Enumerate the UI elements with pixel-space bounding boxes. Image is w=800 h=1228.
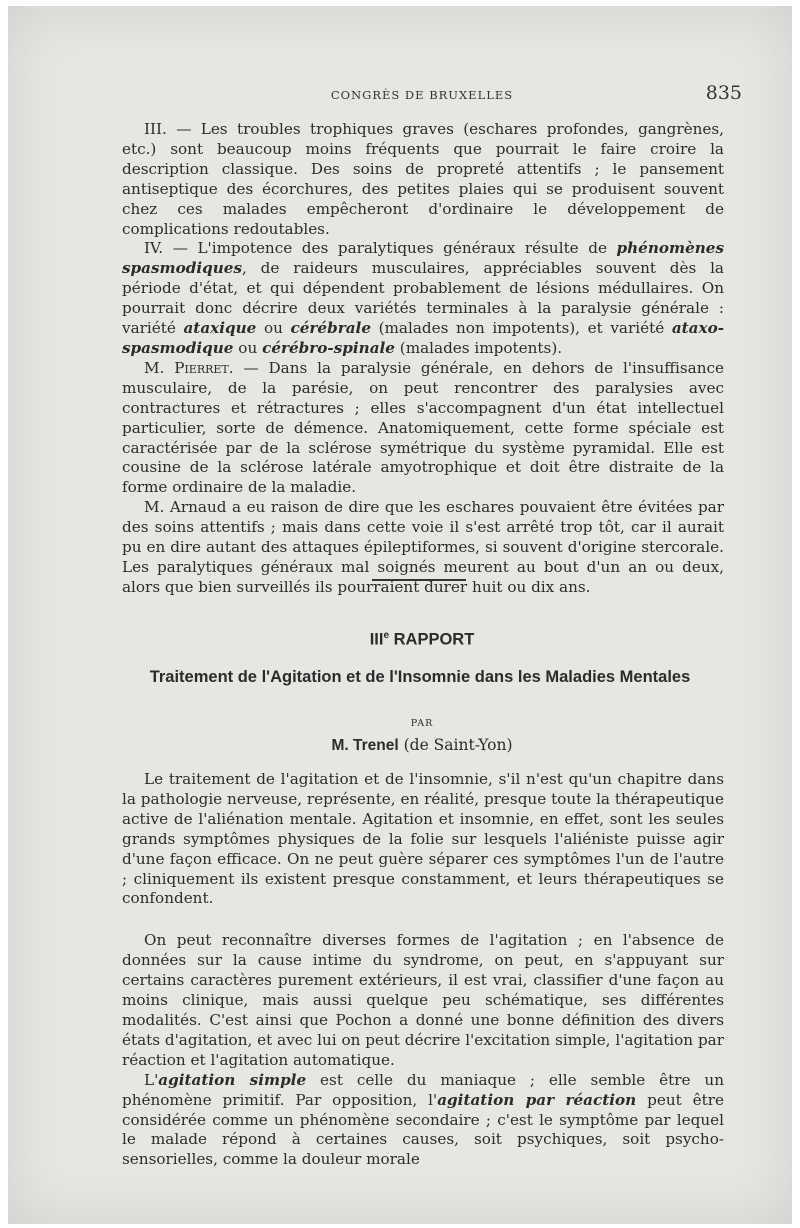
paragraph-iii: III. — Les troubles trophiques graves (eschares profondes, gangrènes, etc.) sont beaucoup moins fréquents que pourrait le faire croire la description classique. Des soins de propreté attentifs ; le pansement antiseptique des écorchures, des petites plaies qui se produisent souvent chez ces malades empêcheront d'ordinaire le développement de complications redoutables.	[122, 120, 724, 238]
text-run: (malades impotents).	[394, 338, 563, 357]
italic-term: cérébrale	[290, 319, 371, 338]
paragraph-iv	[122, 239, 724, 358]
italic-term: ataxique	[183, 319, 257, 338]
text-run: — Dans la paralysie générale, en dehors de l'insuffisance musculaire, de la parésie, on peut rencontrer des paralysies avec contractures et rétractures ; elles s'accompagnent d'un état intellectuel particulier, sorte de démence. Anatomiquement, cette forme spéciale est caractérisée par de la sclérose symétrique du système pyramidal. Elle est cousine de la sclérose latérale amyotrophique et doit être distraite de la forme ordinaire de la maladie.	[122, 358, 724, 497]
author-name: M. Trenel	[331, 737, 399, 754]
page-number: 835	[705, 82, 742, 104]
rapport-word: RAPPORT	[389, 630, 475, 649]
italic-term: agitation simple	[158, 1070, 307, 1089]
author-line	[122, 736, 722, 755]
italic-term: phénomènes spasmodiques	[122, 239, 724, 278]
text-run: peut être considérée comme un phénomène secondaire ; c'est le symptôme par lequel le malade répond à certaines causes, soit psychiques, soit psycho-sensorielles, comme la douleur morale	[122, 1090, 724, 1169]
italic-term: agitation par réaction	[437, 1090, 637, 1109]
paragraph-pierret	[122, 359, 724, 498]
text-run: (malades non impotents), et variété	[370, 319, 672, 338]
paragraph-simple	[122, 1071, 724, 1171]
text-run: IV. — L'impotence des paralytiques généraux résulte de	[144, 239, 617, 258]
running-head	[122, 82, 742, 112]
text-run: ou	[233, 338, 263, 357]
italic-term: ataxo-spasmodique	[122, 319, 724, 357]
paragraph-arnaud: M. Arnaud a eu raison de dire que les eschares pouvaient être évitées par des soins attentifs ; mais dans cette voie il s'est arrêté trop tôt, car il aurait pu en dire autant des attaques épileptiformes, si souvent d'origine stercorale. Les paralytiques généraux mal soignés meurent au bout d'un an ou deux, alors que bien surveillés ils pourraient durer huit ou dix ans.	[122, 498, 724, 596]
text-run: L'	[144, 1070, 159, 1089]
by-label: PAR	[410, 718, 434, 729]
lower-text-block	[122, 770, 724, 1170]
upper-text-block	[122, 120, 724, 598]
text-run: ou	[256, 319, 291, 338]
paragraph-intro: Le traitement de l'agitation et de l'insomnie, s'il n'est qu'un chapitre dans la pathologie nerveuse, représente, en réalité, presque toute la thérapeutique active de l'aliénation mentale. Agitation et insomnie, en effet, sont les seules grands symptômes physiques de la folie sur lesquels l'aliéniste puisse agir d'une façon efficace. On ne peut guère séparer ces symptômes l'un de l'autre ; cliniquement ils existent presque constamment, et leurs thérapeutiques se confondent.	[122, 770, 724, 908]
text-run: est celle du maniaque ; elle semble être un phénomène primitif. Par opposition, l'	[122, 1070, 724, 1109]
report-title: Traitement de l'Agitation et de l'Insomnie dans les Maladies Mentales	[149, 668, 691, 686]
author-place: (de Saint-Yon)	[398, 736, 513, 754]
rapport-number: III	[369, 630, 384, 649]
paragraph-forms: On peut reconnaître diverses formes de l'agitation ; en l'absence de données sur la cause intime du syndrome, on peut, en s'appuyant sur certains caractères purement extérieurs, il est vrai, classifier d'une façon au moins clinique, mais aussi quelque peu schématique, ses différentes modalités. C'est ainsi que Pochon a donné une bonne définition des divers états d'agitation, et avec lui on peut décrire l'excitation simple, l'agitation par réaction et l'agitation automatique.	[122, 931, 724, 1069]
rapport-heading	[122, 630, 722, 650]
text-run: , de raideurs musculaires, appréciables souvent dès la période d'état, et qui dépendent probablement de lésions médullaires. On pourrait donc décrire deux variétés terminales à la paralysie générale : variété	[122, 259, 724, 338]
italic-term: cérébro-spinale	[262, 338, 395, 357]
running-title: CONGRÈS DE BRUXELLES	[330, 88, 514, 102]
speaker-name: M. Pierret.	[144, 358, 234, 377]
rapport-superscript: e	[383, 630, 390, 641]
section-divider	[372, 579, 466, 581]
